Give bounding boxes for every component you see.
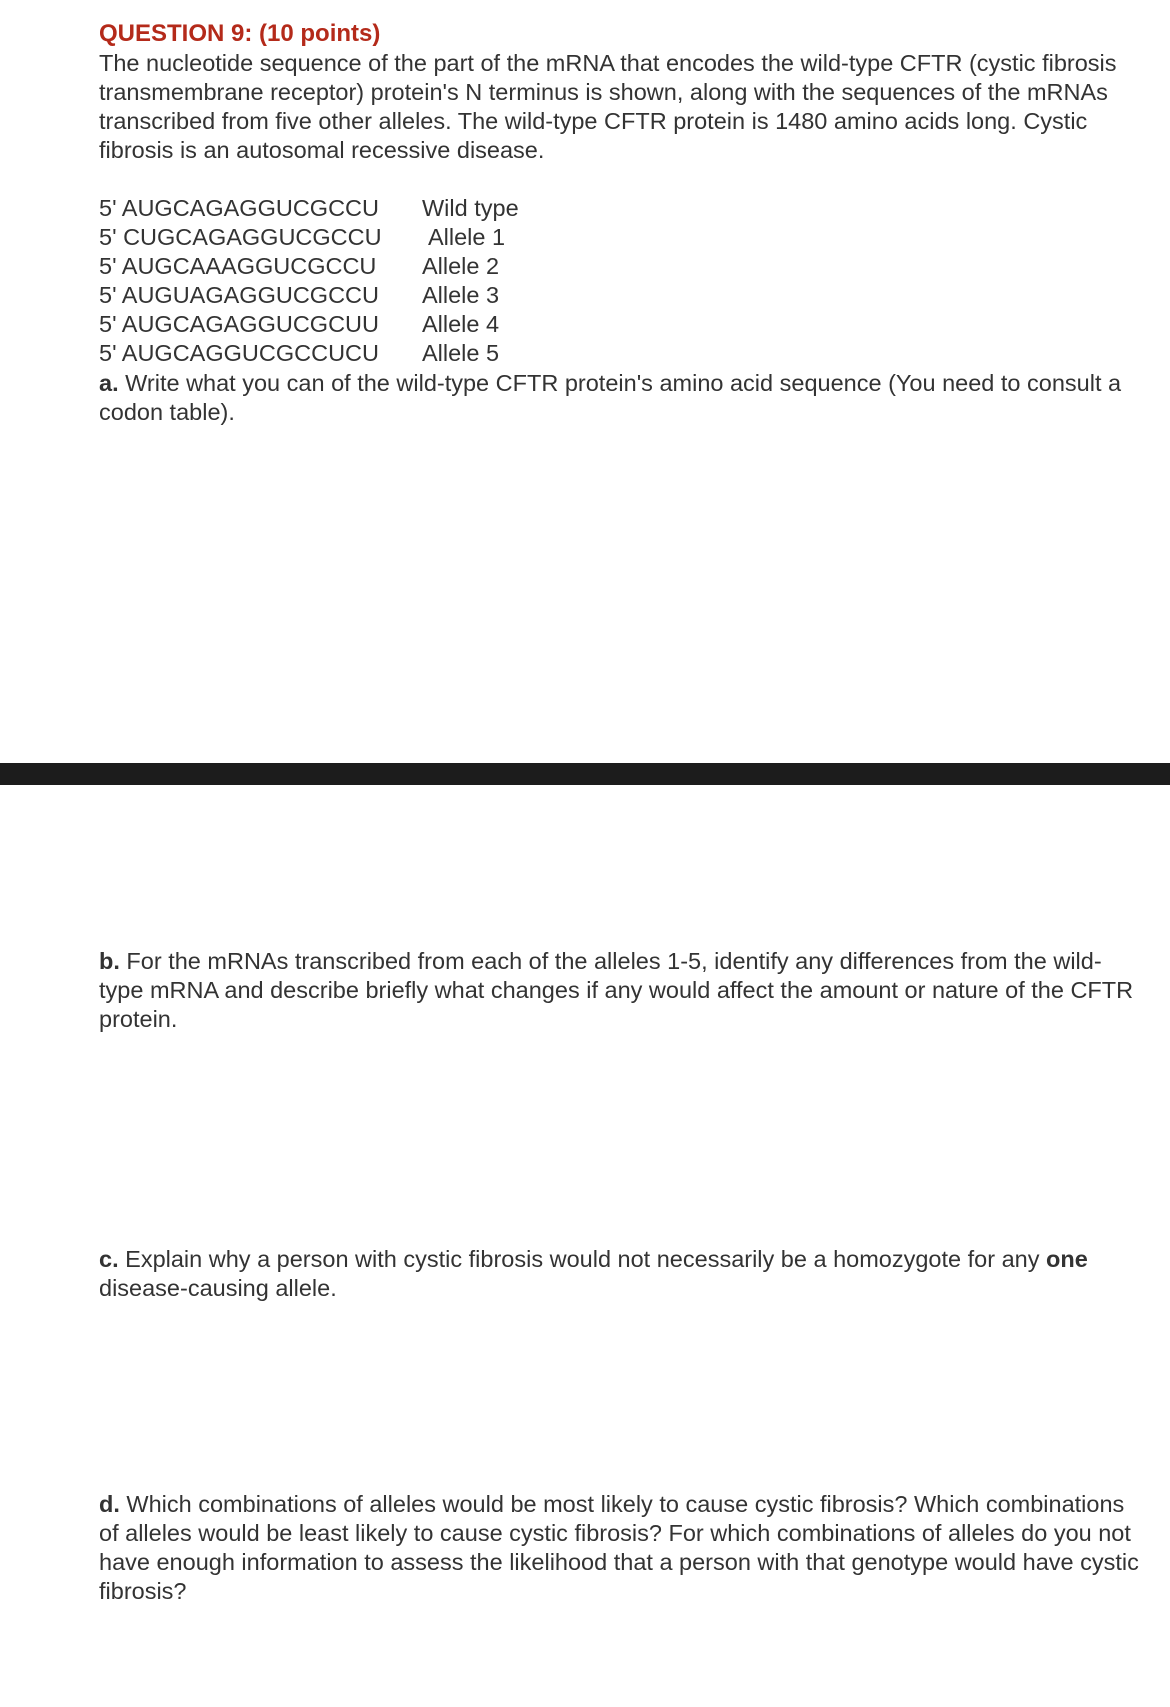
page-divider <box>0 763 1170 785</box>
part-c-text-end: disease-causing allele. <box>99 1275 337 1301</box>
sequence: 5' AUGCAGAGGUCGCUU <box>99 311 380 337</box>
sequence-label: Allele 2 <box>422 253 500 279</box>
part-b <box>99 947 1139 1034</box>
part-d <box>99 1490 1139 1606</box>
question-intro: The nucleotide sequence of the part of the mRNA that encodes the wild-type CFTR (cystic fibrosis transmembrane receptor) protein's N terminus is shown, along with the sequences of the mRNAs transcribed from five other alleles. The wild-type CFTR protein is 1480 amino acids long. Cystic fibrosis is an autosomal recessive disease. <box>99 50 1117 163</box>
sequence-label: Allele 3 <box>422 282 500 308</box>
question-title: QUESTION 9: (10 points) <box>99 20 381 47</box>
sequence-row-wild-type <box>99 194 519 223</box>
sequence: 5' AUGCAGGUCGCCUCU <box>99 340 379 366</box>
part-c-text: Explain why a person with cystic fibrosis would not necessarily be a homozygote for any <box>125 1246 1040 1272</box>
part-b-letter: b. <box>99 948 120 974</box>
sequence: 5' AUGUAGAGGUCGCCU <box>99 282 380 308</box>
part-d-letter: d. <box>99 1491 120 1517</box>
sequence-label: Allele 4 <box>422 311 500 337</box>
sequence-row-allele-5 <box>99 339 519 368</box>
sequence-label: Wild type <box>422 195 519 221</box>
sequence-label: Allele 5 <box>422 340 500 366</box>
part-a <box>99 369 1139 427</box>
sequence: 5' AUGCAAAGGUCGCCU <box>99 253 377 279</box>
sequence-table <box>99 194 519 368</box>
part-b-text: For the mRNAs transcribed from each of the alleles 1-5, identify any differences from the wild-type mRNA and describe briefly what changes if any would affect the amount or nature of the CFTR protein. <box>99 948 1134 1032</box>
part-c-letter: c. <box>99 1246 119 1272</box>
sequence-label: Allele 1 <box>428 224 506 250</box>
part-a-text: Write what you can of the wild-type CFTR protein's amino acid sequence (You need to consult a codon table). <box>99 370 1122 425</box>
sequence-row-allele-4 <box>99 310 519 339</box>
sequence-row-allele-3 <box>99 281 519 310</box>
sequence-row-allele-2 <box>99 252 519 281</box>
sequence: 5' CUGCAGAGGUCGCCU <box>99 224 382 250</box>
part-c <box>99 1245 1139 1303</box>
part-c-emphasis: one <box>1046 1246 1088 1272</box>
part-a-letter: a. <box>99 370 119 396</box>
part-d-text: Which combinations of alleles would be most likely to cause cystic fibrosis? Which combinations of alleles would be least likely to cause cystic fibrosis? For which combinations of alleles do you not have enough information to assess the likelihood that a person with that genotype would have cystic fibrosis? <box>99 1491 1139 1604</box>
sequence-row-allele-1 <box>99 223 519 252</box>
sequence: 5' AUGCAGAGGUCGCCU <box>99 195 380 221</box>
